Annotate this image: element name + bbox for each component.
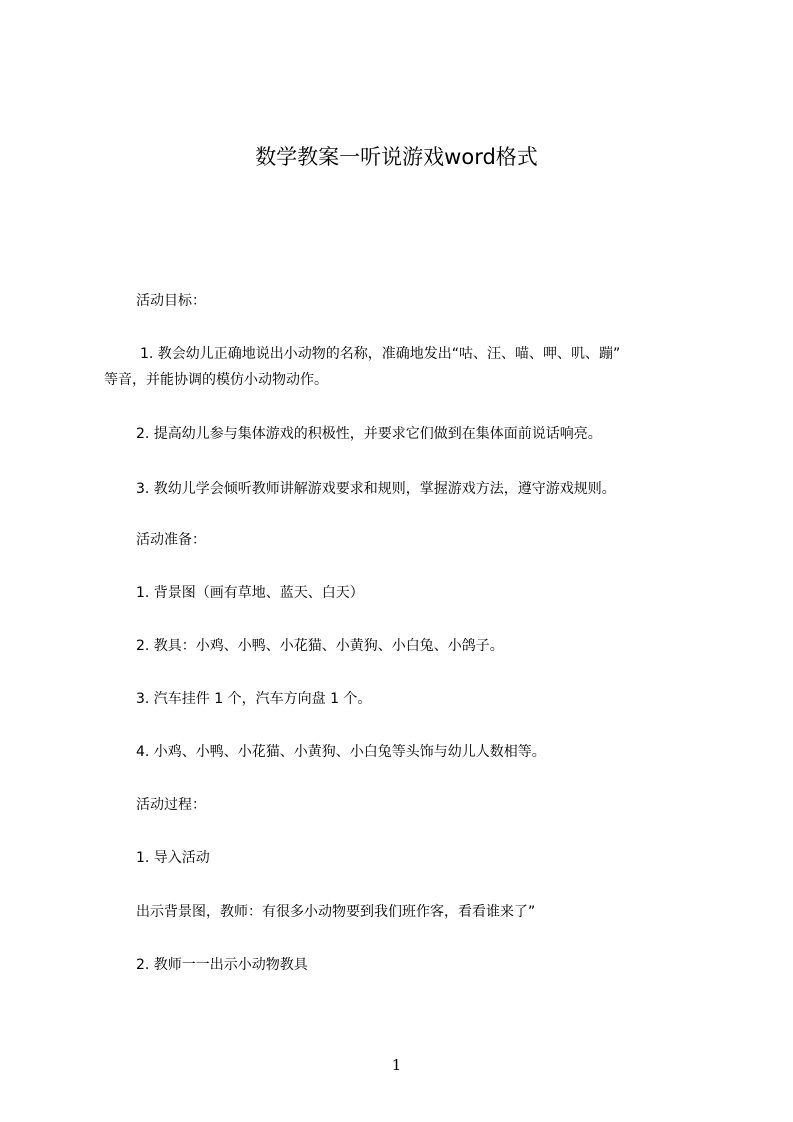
goal-2: 2. 提高幼儿参与集体游戏的积极性，并要求它们做到在集体面前说话响亮。 bbox=[136, 426, 602, 442]
process-item-1: 1. 导入活动 bbox=[136, 850, 210, 866]
process-item-1-text: 出示背景图，教师：有很多小动物要到我们班作客，看看谁来了” bbox=[136, 904, 536, 920]
prep-item-3: 3. 汽车挂件 1 个，汽车方向盘 1 个。 bbox=[136, 691, 372, 707]
goals-heading: 活动目标： bbox=[136, 293, 206, 309]
process-heading: 活动过程： bbox=[136, 797, 206, 813]
goal-3: 3. 教幼儿学会倾听教师讲解游戏要求和规则，掌握游戏方法，遵守游戏规则。 bbox=[136, 481, 616, 497]
document-title: 数学教案一听说游戏word格式 bbox=[255, 145, 538, 169]
page-number: 1 bbox=[391, 1056, 402, 1074]
prep-item-1: 1. 背景图（画有草地、蓝天、白天） bbox=[136, 585, 364, 601]
goal-1-paragraph bbox=[104, 341, 700, 393]
goal-1-line-1: 1. 教会幼儿正确地说出小动物的名称，准确地发出“咕、汪、喵、呷、叽、蹦” bbox=[140, 346, 621, 362]
prep-item-4: 4. 小鸡、小鸭、小花猫、小黄狗、小白兔等头饰与幼儿人数相等。 bbox=[136, 744, 546, 760]
process-item-2: 2. 教师一一出示小动物教具 bbox=[136, 957, 308, 973]
prep-heading: 活动准备： bbox=[136, 532, 206, 548]
goal-1-line-2: 等音，并能协调的模仿小动物动作。 bbox=[104, 372, 328, 388]
prep-item-2: 2. 教具：小鸡、小鸭、小花猫、小黄狗、小白兔、小鸽子。 bbox=[136, 638, 504, 654]
